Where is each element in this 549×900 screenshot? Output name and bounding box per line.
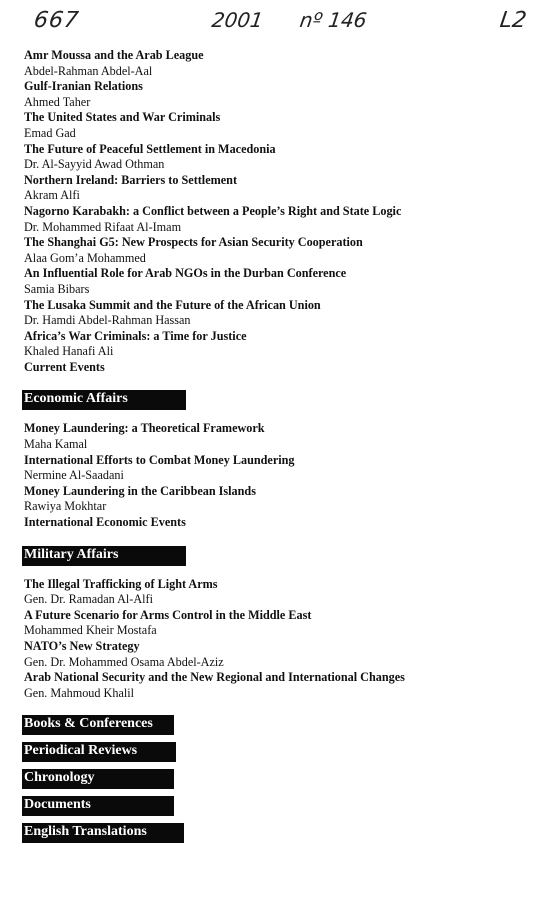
entry-title: The Future of Peaceful Settlement in Macedonia [24, 141, 276, 156]
entry-author: Nermine Al-Saadani [24, 468, 124, 483]
military-affairs-heading: Military Affairs [22, 546, 186, 563]
toc-entry [24, 204, 539, 235]
entry-title: An Influential Role for Arab NGOs in the Durban Conference [24, 266, 347, 281]
entry-author: Dr. Hamdi Abdel-Rahman Hassan [24, 313, 191, 328]
entry-title: Gulf-Iranian Relations [24, 79, 143, 94]
entry-author: Dr. Mohammed Rifaat Al-Imam [24, 219, 182, 234]
toc-entry [24, 142, 539, 173]
entry-title: Africa’s War Criminals: a Time for Justice [24, 328, 247, 343]
handwritten-year: 2001 [210, 8, 265, 32]
handwritten-issue-number: nº 146 [298, 8, 369, 32]
toc-entry [24, 670, 539, 701]
military-section-header [24, 545, 539, 563]
toc-entry [24, 110, 539, 141]
table-of-contents [24, 48, 539, 850]
entry-author: Gen. Dr. Mohammed Osama Abdel-Aziz [24, 654, 224, 669]
other-sections [24, 715, 539, 840]
toc-entry [24, 79, 539, 110]
toc-entry [24, 266, 539, 297]
entry-author: Abdel-Rahman Abdel-Aal [24, 63, 153, 78]
entry-author: Gen. Dr. Ramadan Al-Alfi [24, 592, 153, 607]
entry-title: Current Events [24, 359, 105, 374]
entry-author: Alaa Gom’a Mohammed [24, 250, 146, 265]
toc-entry [24, 173, 539, 204]
entry-author: Emad Gad [24, 125, 76, 140]
economic-section-header [24, 389, 539, 407]
toc-entry [24, 577, 539, 608]
documents-heading: Documents [22, 796, 174, 813]
toc-entry [24, 515, 539, 531]
periodical-reviews-heading: Periodical Reviews [22, 742, 176, 759]
economic-affairs-heading: Economic Affairs [22, 390, 186, 407]
entry-title: Nagorno Karabakh: a Conflict between a People’s Right and State Logic [24, 203, 402, 218]
entry-title: The Illegal Trafficking of Light Arms [24, 576, 218, 591]
political-section [24, 48, 539, 375]
entry-title: Amr Moussa and the Arab League [24, 48, 204, 62]
toc-entry [24, 484, 539, 515]
toc-entry [24, 235, 539, 266]
entry-title: A Future Scenario for Arms Control in the Middle East [24, 607, 312, 622]
entry-title: The Lusaka Summit and the Future of the African Union [24, 297, 321, 312]
entry-title: Money Laundering: a Theoretical Framework [24, 421, 265, 436]
entry-title: International Economic Events [24, 515, 186, 530]
entry-title: NATO’s New Strategy [24, 639, 140, 653]
entry-author: Khaled Hanafi Ali [24, 344, 114, 359]
entry-title: The United States and War Criminals [24, 110, 221, 125]
entry-author: Maha Kamal [24, 437, 88, 452]
toc-entry [24, 608, 539, 639]
toc-entry [24, 298, 539, 329]
books-conferences-heading: Books & Conferences [22, 715, 174, 732]
entry-author: Gen. Mahmoud Khalil [24, 685, 135, 700]
entry-author: Mohammed Kheir Mostafa [24, 623, 157, 638]
entry-author: Ahmed Taher [24, 94, 91, 109]
toc-entry [24, 421, 539, 452]
entry-author: Rawiya Mokhtar [24, 499, 107, 514]
economic-section [24, 421, 539, 530]
entry-title: International Efforts to Combat Money Laundering [24, 452, 295, 467]
chronology-heading: Chronology [22, 769, 174, 786]
military-section [24, 577, 539, 702]
handwritten-mark: L2 [498, 8, 529, 33]
toc-entry [24, 639, 539, 670]
entry-author: Dr. Al-Sayyid Awad Othman [24, 157, 165, 172]
toc-entry [24, 329, 539, 360]
entry-author: Akram Alfi [24, 188, 80, 203]
handwritten-page-code: 667 [32, 8, 81, 33]
entry-title: Northern Ireland: Barriers to Settlement [24, 172, 238, 187]
entry-title: Arab National Security and the New Regional and International Changes [24, 670, 405, 685]
entry-title: Money Laundering in the Caribbean Islands [24, 483, 256, 498]
toc-entry [24, 453, 539, 484]
english-translations-heading: English Translations [22, 823, 184, 840]
toc-entry [24, 360, 539, 376]
toc-entry [24, 48, 539, 79]
entry-author: Samia Bibars [24, 281, 90, 296]
entry-title: The Shanghai G5: New Prospects for Asian Security Cooperation [24, 235, 363, 250]
